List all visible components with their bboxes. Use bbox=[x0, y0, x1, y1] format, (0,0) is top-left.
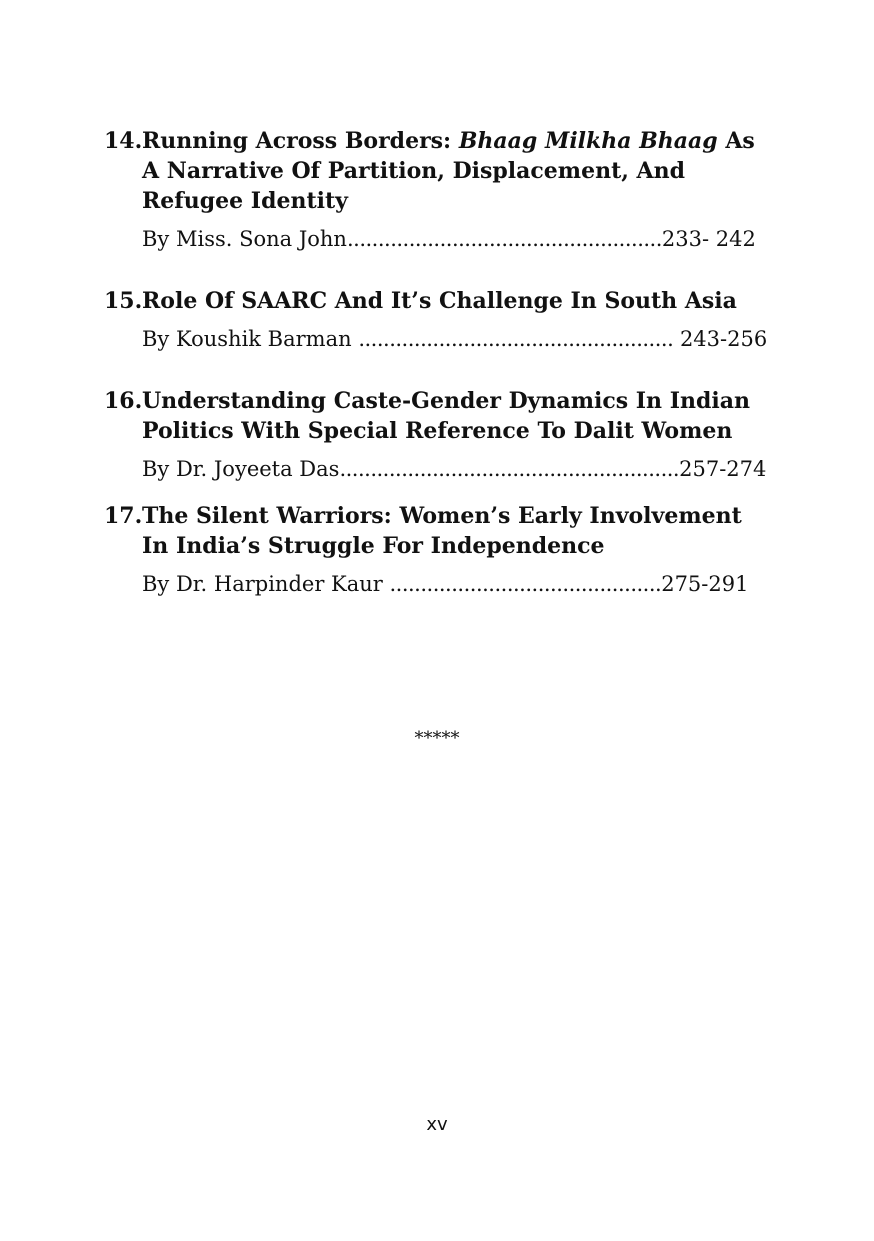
leader-dots: ................................................... bbox=[358, 327, 674, 351]
author-line bbox=[142, 571, 764, 597]
page-number: xv bbox=[426, 1114, 448, 1135]
entry-pages: 275-291 bbox=[661, 572, 749, 596]
entry-pages: 243-256 bbox=[673, 327, 768, 351]
toc-entry-16 bbox=[104, 386, 767, 482]
entry-author: By Miss. Sona John bbox=[142, 227, 347, 251]
entry-title: Role Of SAARC And It’s Challenge In South Asia bbox=[142, 288, 737, 314]
entry-number: 14. bbox=[104, 128, 143, 154]
leader-dots: ................................................... bbox=[346, 227, 662, 251]
entry-author: By Dr. Joyeeta Das bbox=[142, 457, 340, 481]
toc-entry-15 bbox=[104, 286, 768, 352]
author-line bbox=[142, 226, 764, 252]
entry-pages: 257-274 bbox=[679, 457, 767, 481]
author-line bbox=[142, 326, 768, 352]
entry-author: By Koushik Barman bbox=[142, 327, 359, 351]
toc-entry-17 bbox=[104, 501, 764, 597]
leader-dots: ....................................................... bbox=[339, 457, 680, 481]
entry-author: By Dr. Harpinder Kaur bbox=[142, 572, 390, 596]
author-line bbox=[142, 456, 767, 482]
toc-entry-14 bbox=[104, 126, 764, 252]
entry-number: 16. bbox=[104, 388, 143, 414]
entry-number: 15. bbox=[104, 288, 143, 314]
entry-pages: 233- 242 bbox=[661, 227, 756, 251]
leader-dots: ............................................ bbox=[389, 572, 662, 596]
entry-title: Understanding Caste-Gender Dynamics In Indian Politics With Special Reference To Dalit Women bbox=[142, 388, 750, 444]
entry-title: The Silent Warriors: Women’s Early Involvement In India’s Struggle For Independence bbox=[142, 503, 742, 559]
entry-title: Running Across Borders: Bhaag Milkha Bhaag As A Narrative Of Partition, Displacement, And Refugee Identity bbox=[142, 128, 755, 214]
entry-number: 17. bbox=[104, 503, 143, 529]
section-separator: ***** bbox=[414, 728, 460, 749]
